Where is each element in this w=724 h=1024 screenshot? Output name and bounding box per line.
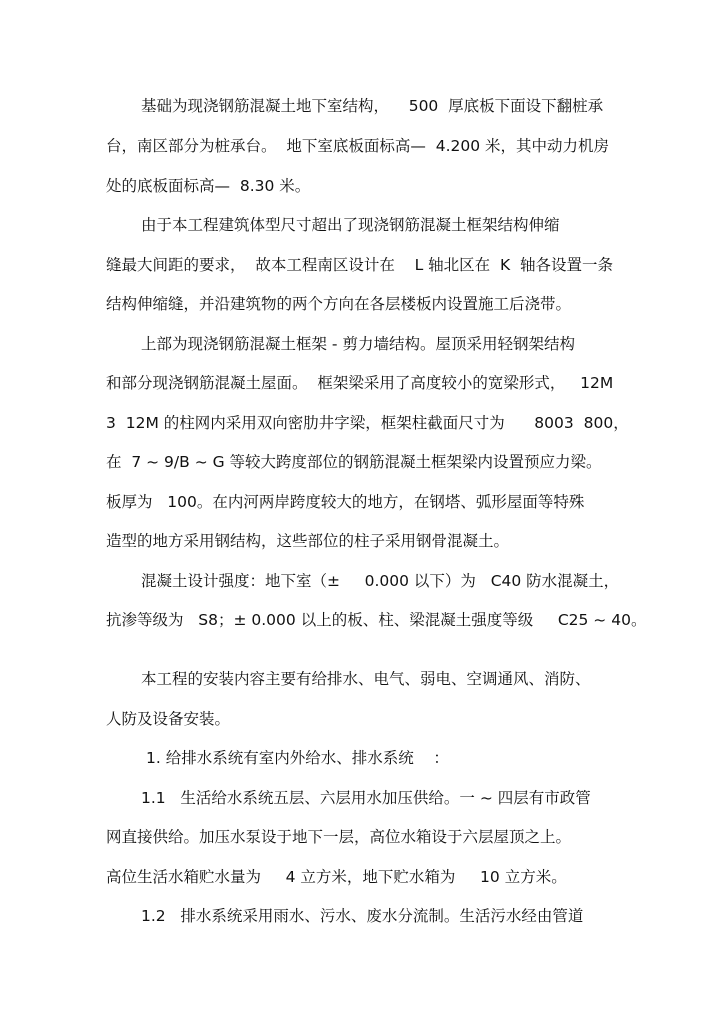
text-line: 本工程的安装内容主要有给排水、电气、弱电、空调通风、消防、	[141, 670, 591, 688]
text-line: 由于本工程建筑体型尺寸超出了现浇钢筋混凝土框架结构伸缩	[141, 216, 560, 234]
text-line: 1. 给排水系统有室内外给水、排水系统 ：	[146, 749, 449, 767]
text-line: 1.1 生活给水系统五层、六层用水加压供给。一 ~ 四层有市政管	[141, 789, 591, 807]
text-line: 结构伸缩缝，并沿建筑物的两个方向在各层楼板内设置施工后浇带。	[106, 295, 572, 313]
text-line: 网直接供给。加压水泵设于地下一层，高位水箱设于六层屋顶之上。	[106, 828, 572, 846]
text-line: 板厚为 100。在内河两岸跨度较大的地方，在钢塔、弧形屋面等特殊	[106, 493, 585, 511]
text-line: 和部分现浇钢筋混凝土屋面。 框架梁采用了高度较小的宽梁形式， 12M	[106, 374, 614, 392]
text-line: 抗渗等级为 S8；± 0.000 以上的板、柱、梁混凝土强度等级 C25 ~ 40。	[106, 611, 647, 629]
text-line: 台，南区部分为桩承台。 地下室底板面标高— 4.200 米，其中动力机房	[106, 137, 610, 155]
text-line: 上部为现浇钢筋混凝土框架 - 剪力墙结构。屋顶采用轻钢架结构	[141, 335, 575, 353]
text-line: 高位生活水箱贮水量为 4 立方米，地下贮水箱为 10 立方米。	[106, 868, 567, 886]
text-line: 基础为现浇钢筋混凝土地下室结构， 500 厚底板下面设下翻桩承	[141, 97, 604, 115]
text-line: 1.2 排水系统采用雨水、污水、废水分流制。生活污水经由管道	[141, 907, 584, 925]
text-line: 在 7 ~ 9/B ~ G 等较大跨度部位的钢筋混凝土框架梁内设置预应力梁。	[106, 453, 602, 471]
text-line: 3 12M 的柱网内采用双向密肋井字梁，框架柱截面尺寸为 8003 800，	[106, 414, 629, 432]
text-line: 人防及设备安装。	[106, 710, 231, 728]
text-line: 处的底板面标高— 8.30 米。	[106, 177, 311, 195]
text-line: 造型的地方采用钢结构，这些部位的柱子采用钢骨混凝土。	[106, 532, 510, 550]
text-line: 混凝土设计强度：地下室（± 0.000 以下）为 C40 防水混凝土，	[141, 572, 620, 590]
text-line: 缝最大间距的要求， 故本工程南区设计在 L 轴北区在 K 轴各设置一条	[106, 256, 613, 274]
